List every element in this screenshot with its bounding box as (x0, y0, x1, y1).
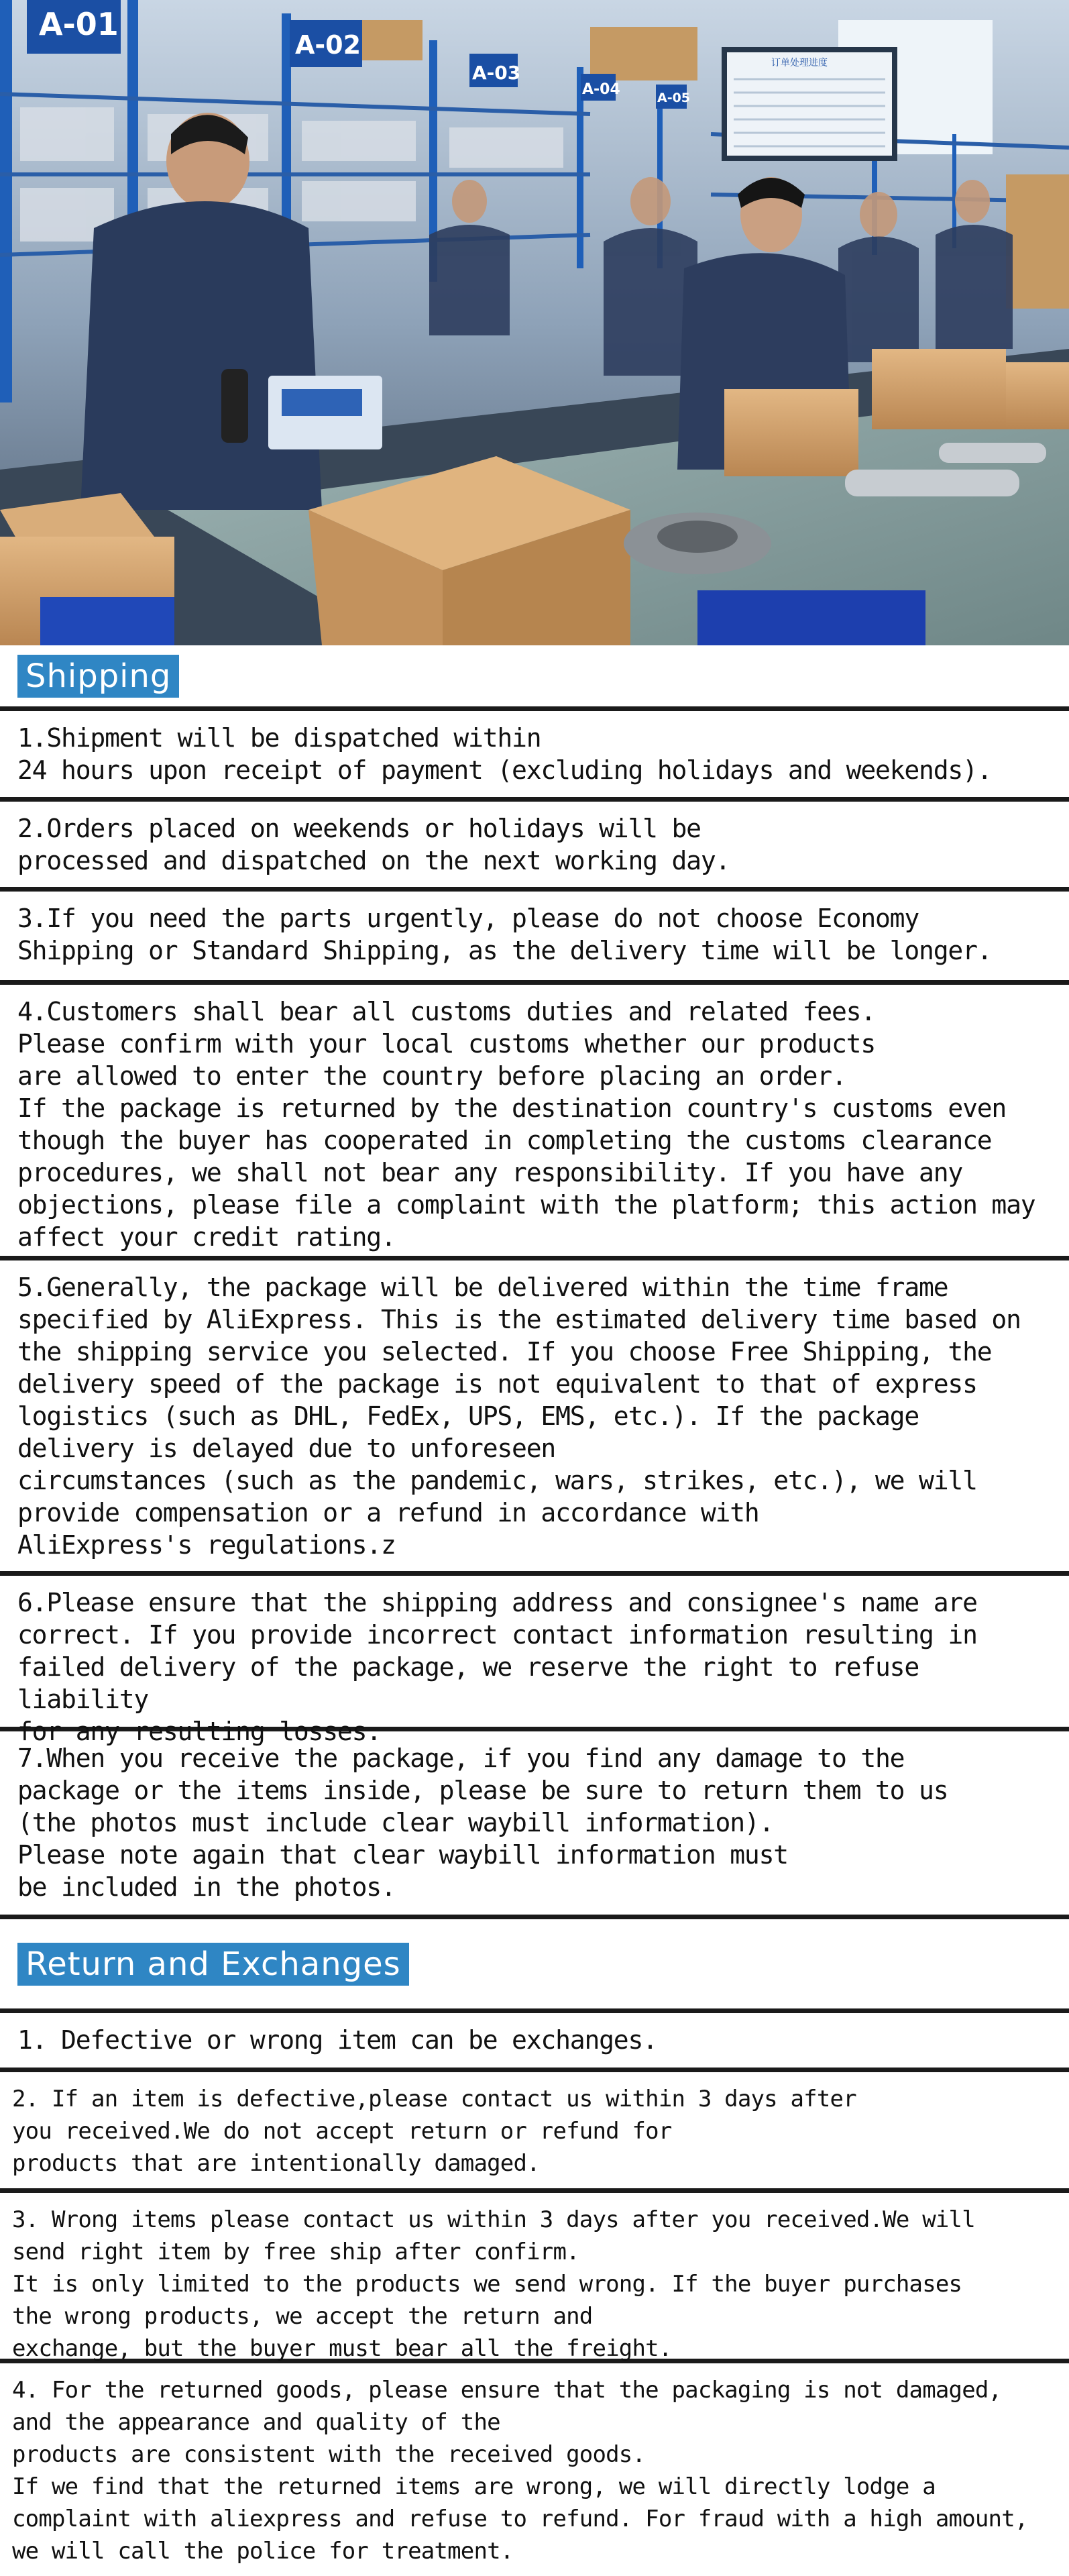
returns-item-3: 3. Wrong items please contact us within 3 days after you received.We will send right item by free ship after confirm. It is only limited to the products we send wrong. If the buyer purchases the wrong products, we accept the return and exchange, but the buyer must bear all the freight. (0, 2193, 1069, 2363)
returns-item-2: 2. If an item is defective,please contact us within 3 days after you received.We do not accept return or refund for products that are intentionally damaged. (0, 2072, 1069, 2193)
shipping-item-2: 2.Orders placed on weekends or holidays will be processed and dispatched on the next working day. (0, 802, 1069, 892)
shipping-item-6: 6.Please ensure that the shipping address and consignee's name are correct. If you provide incorrect contact information resulting in failed delivery of the package, we reserve the right to refuse liability for any resulting losses. (0, 1576, 1069, 1731)
returns-title: Return and Exchanges (17, 1943, 409, 1986)
shipping-item-7: 7.When you receive the package, if you find any damage to the package or the items inside, please be sure to return them to us (the photos must include clear waybill information). Please note again that clear waybill information must be included in the photos. (0, 1731, 1069, 1919)
rack-label-a02-text: A-02 (295, 30, 361, 60)
monitor-title: 订单处理进度 (771, 58, 828, 68)
returns-item-1: 1. Defective or wrong item can be exchanges. (0, 2013, 1069, 2072)
rack-label-a03-text: A-03 (472, 62, 521, 84)
returns-header (0, 1919, 1069, 2013)
rack-label-a04-text: A-04 (582, 81, 620, 98)
shipping-title: Shipping (17, 655, 179, 698)
shipping-item-5: 5.Generally, the package will be delivered within the time frame specified by AliExpress. This is the estimated delivery time based on the shipping service you selected. If you choose Free Shipping, the delivery speed of the package is not equivalent to that of express logistics (such as DHL, FedEx, UPS, EMS, etc.). If the package delivery is delayed due to unforeseen circumstances (such as the pandemic, wars, strikes, etc.), we will provide compensation or a refund in accordance with AliExpress's regulations.z (0, 1260, 1069, 1576)
rack-label-a05-text: A-05 (657, 91, 691, 105)
rack-label-a01-text: A-01 (39, 6, 119, 42)
warehouse-photo (0, 0, 1069, 645)
shipping-header (0, 645, 1069, 711)
shipping-item-4: 4.Customers shall bear all customs duties and related fees. Please confirm with your local customs whether our products are allowed to enter the country before placing an order. If the package is returned by the destination country's customs even though the buyer has cooperated in completing the customs clearance procedures, we shall not bear any responsibility. If you have any objections, please file a complaint with the platform; this action may affect your credit rating. (0, 985, 1069, 1260)
shipping-item-3: 3.If you need the parts urgently, please do not choose Economy Shipping or Standard Shipping, as the delivery time will be longer. (0, 892, 1069, 985)
returns-item-4: 4. For the returned goods, please ensure that the packaging is not damaged, and the appearance and quality of the products are consistent with the received goods. If we find that the returned items are wrong, we will directly lodge a complaint with aliexpress and refuse to refund. For fraud with a high amount, we will call the police for treatment. (12, 2377, 1028, 2565)
shipping-item-1: 1.Shipment will be dispatched within 24 hours upon receipt of payment (excluding holidays and weekends). (0, 711, 1069, 802)
